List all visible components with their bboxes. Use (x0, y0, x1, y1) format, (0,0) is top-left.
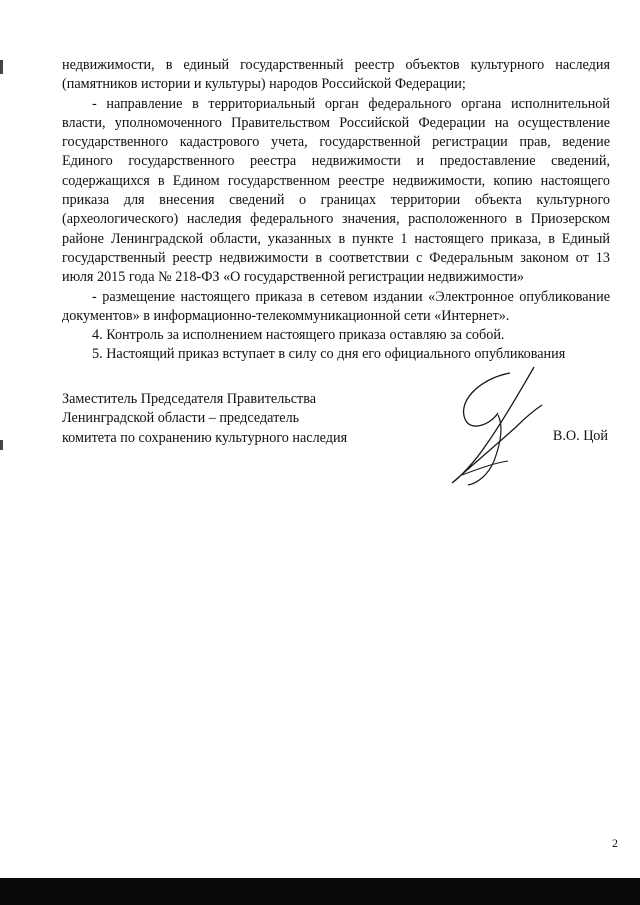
signer-position-line-3: комитета по сохранению культурного наследия (62, 429, 348, 446)
paragraph-registry-direction: - направление в территориальный орган федерального органа исполнительной власти, уполномоченного Правительством Российской Федерации на осуществление государственного кадастрового учета, государственной регистрации прав, ведение Единого государственного реестра недвижимости и предоставление сведений, содержащихся в Едином государственном реестре недвижимости, копию настоящего приказа для внесения сведений о границах территории объекта культурного (археологического) наследия федерального значения, расположенного в Приозерском районе Ленинградской области, указанных в пункте 1 настоящего приказа, в Единый государственный реестр недвижимости в соответствии с Федеральным законом от 13 июля 2015 года № 218-ФЗ «О государственной регистрации недвижимости» (62, 95, 610, 286)
signer-position-line-2: Ленинградской области – председатель (62, 410, 300, 427)
list-item-control: 4. Контроль за исполнением настоящего приказа оставляю за собой. (92, 327, 505, 344)
scan-edge-mark (0, 60, 3, 74)
list-item-effect: 5. Настоящий приказ вступает в силу со дня его официального опубликования (92, 346, 566, 363)
page-number: 2 (612, 836, 618, 850)
paragraph-continuation: недвижимости, в единый государственный реестр объектов культурного наследия (памятников истории и культуры) народов Российской Федерации; (62, 57, 610, 93)
signer-position-line-1: Заместитель Председателя Правительства (62, 391, 317, 407)
handwritten-signature (438, 365, 568, 490)
scan-bottom-border (0, 878, 640, 905)
scan-edge-mark (0, 440, 3, 450)
signer-name: В.О. Цой (552, 428, 608, 444)
paragraph-publication: - размещение настоящего приказа в сетевом издании «Электронное опубликование документов» в информационно-телекоммуникационной сети «Интернет». (62, 288, 610, 324)
body-text (62, 56, 610, 365)
